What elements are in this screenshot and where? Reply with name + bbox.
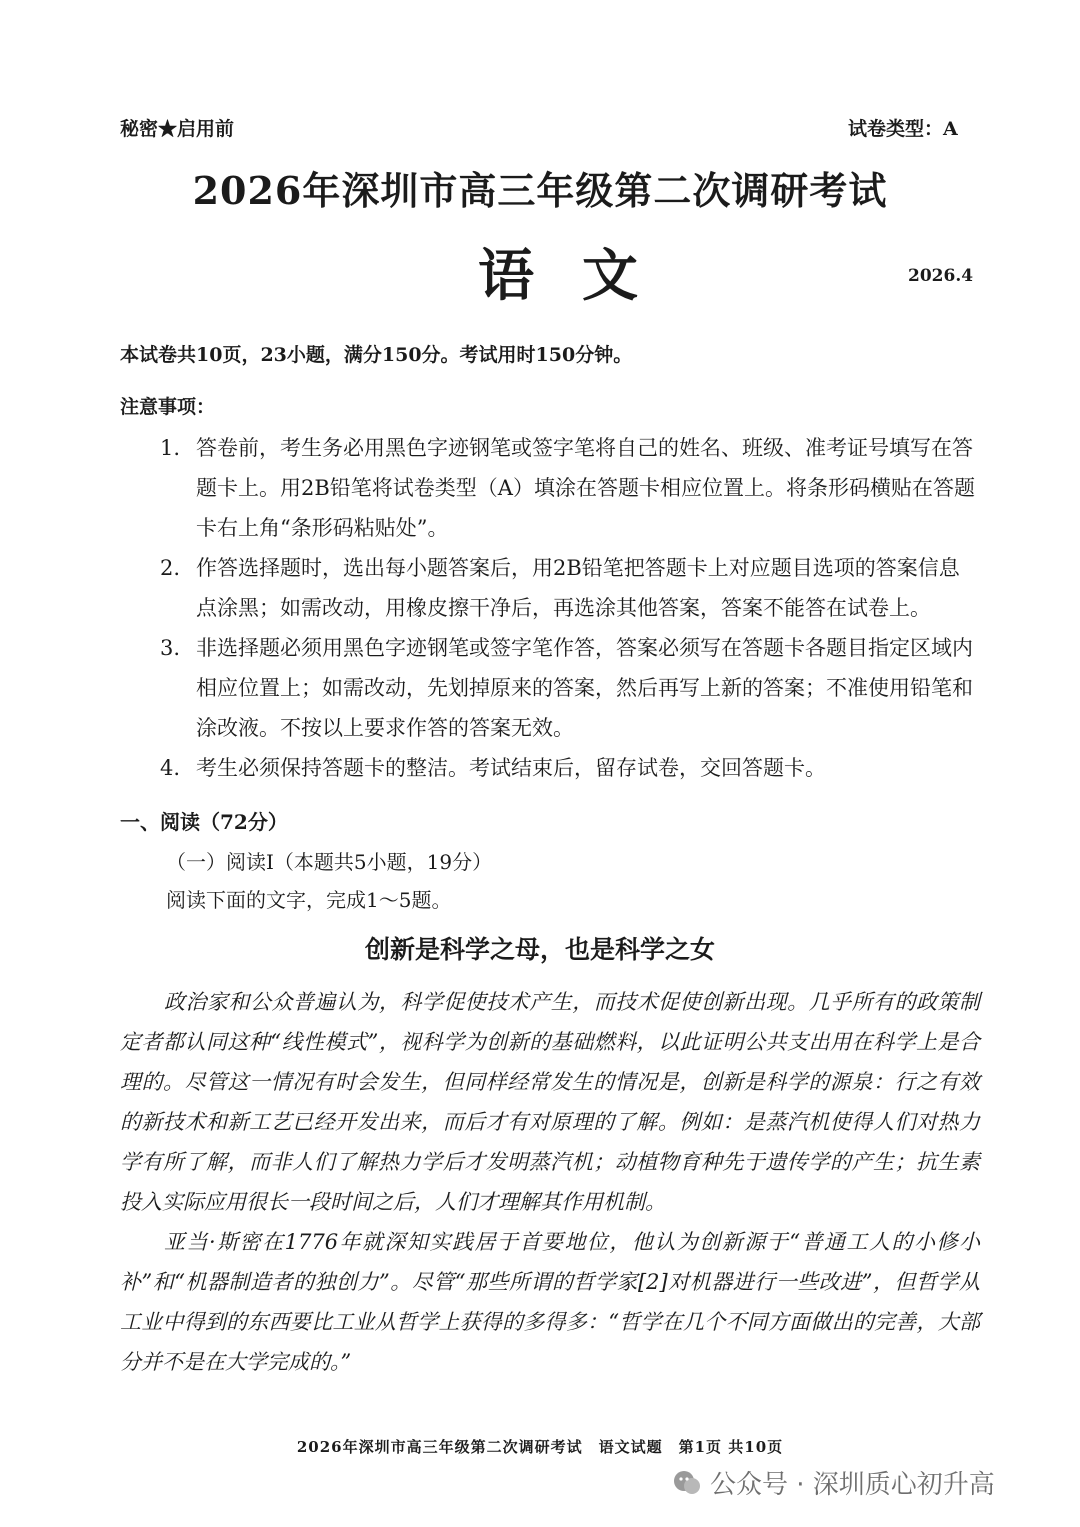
section-instruction: 阅读下面的文字，完成1～5题。 [166, 888, 452, 912]
exam-date: 2026.4 [908, 266, 974, 286]
note-number: 3. [160, 636, 181, 660]
note-item [160, 748, 980, 788]
note-item [160, 628, 980, 748]
exam-title: 2026年深圳市高三年级第二次调研考试 [192, 168, 888, 213]
subsection-heading: （一）阅读Ⅰ（本题共5小题，19分） [166, 850, 493, 874]
note-text: 非选择题必须用黑色字迹钢笔或签字笔作答，答案必须写在答题卡各题目指定区域内相应位置上；如需改动，先划掉原来的答案，然后再写上新的答案；不准使用铅笔和涂改液。不按以上要求作答的答案无效。 [196, 636, 973, 740]
article-body [120, 982, 980, 1382]
note-number: 1. [160, 436, 181, 460]
note-text: 考生必须保持答题卡的整洁。考试结束后，留存试卷，交回答题卡。 [196, 756, 826, 780]
paper-type-label: 试卷类型：A [848, 118, 958, 140]
watermark [672, 1464, 995, 1501]
confidential-label: 秘密★启用前 [120, 118, 235, 140]
note-number: 4. [160, 756, 181, 780]
notes-list [160, 428, 980, 788]
note-item [160, 428, 980, 548]
article-paragraph: 亚当·斯密在1776年就深知实践居于首要地位，他认为创新源于“普通工人的小修小补”和“机器制造者的独创力”。尽管“那些所谓的哲学家[2]对机器进行一些改进”，但哲学从工业中得到的东西要比工业从哲学上获得的多得多：“哲学在几个不同方面做出的完善，大部分并不是在大学完成的。” [120, 1230, 980, 1374]
note-text: 作答选择题时，选出每小题答案后，用2B铅笔把答题卡上对应题目选项的答案信息点涂黑；如需改动，用橡皮擦干净后，再选涂其他答案，答案不能答在试卷上。 [196, 556, 960, 620]
subject-title: 语文 [478, 243, 686, 309]
watermark-text: 公众号 · 深圳质心初升高 [710, 1470, 995, 1500]
notes-heading: 注意事项： [120, 396, 216, 418]
page-footer: 2026年深圳市高三年级第二次调研考试 语文试题 第1页 共10页 [296, 1438, 784, 1456]
exam-info: 本试卷共10页，23小题，满分150分。考试用时150分钟。 [120, 344, 633, 366]
article-title: 创新是科学之母，也是科学之女 [364, 935, 715, 964]
note-number: 2. [160, 556, 181, 580]
article-paragraph: 政治家和公众普遍认为，科学促使技术产生，而技术促使创新出现。几乎所有的政策制定者都认同这种“线性模式”，视科学为创新的基础燃料，以此证明公共支出用在科学上是合理的。尽管这一情况有时会发生，但同样经常发生的情况是，创新是科学的源泉：行之有效的新技术和新工艺已经开发出来，而后才有对原理的了解。例如：是蒸汽机使得人们对热力学有所了解，而非人们了解热力学后才发明蒸汽机；动植物育种先于遗传学的产生；抗生素投入实际应用很长一段时间之后，人们才理解其作用机制。 [120, 990, 980, 1214]
section-heading: 一、阅读（72分） [120, 810, 288, 834]
note-item [160, 548, 980, 628]
note-text: 答卷前，考生务必用黑色字迹钢笔或签字笔将自己的姓名、班级、准考证号填写在答题卡上。用2B铅笔将试卷类型（A）填涂在答题卡相应位置上。将条形码横贴在答题卡右上角“条形码粘贴处”。 [196, 436, 975, 540]
wechat-icon [672, 1468, 702, 1498]
